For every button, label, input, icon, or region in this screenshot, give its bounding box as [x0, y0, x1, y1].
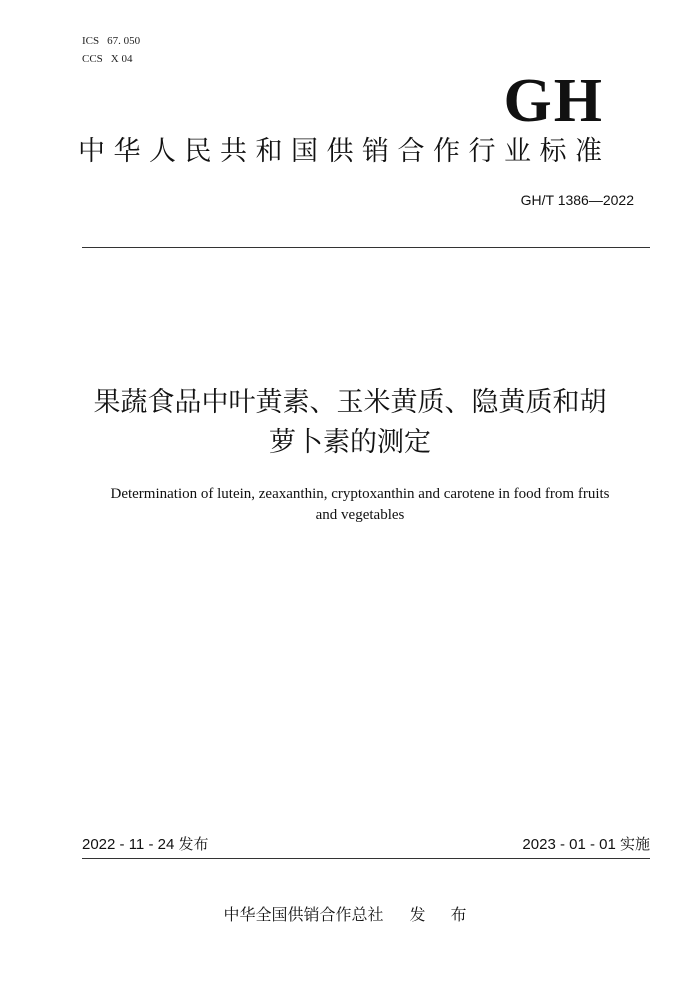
- publisher-name: 中华全国供销合作总社: [223, 905, 384, 924]
- title-en-line-2: and vegetables: [315, 507, 405, 523]
- ccs-label: CCS: [82, 53, 103, 65]
- gh-logo: GH: [503, 67, 604, 135]
- bottom-divider: [82, 858, 650, 859]
- document-title-english: [70, 484, 650, 526]
- publisher-line: [0, 904, 700, 926]
- title-cn-line-2: 萝卜素的测定: [269, 427, 431, 458]
- publisher-action: 发 布: [409, 905, 477, 924]
- classification-codes: [82, 32, 140, 68]
- standard-organization-title: 中华人民共和国供销合作行业标准: [78, 136, 611, 167]
- standard-code: GH/T 1386—2022: [520, 192, 634, 208]
- ics-label: ICS: [82, 35, 100, 47]
- document-title-chinese: [50, 383, 650, 463]
- top-divider: [82, 247, 650, 248]
- implementation-date: 2023 - 01 - 01 实施: [522, 836, 650, 853]
- ics-value: 67. 050: [107, 35, 141, 47]
- title-en-line-1: Determination of lutein, zeaxanthin, cryptoxanthin and carotene in food from fruits: [110, 486, 610, 502]
- ics-code: [82, 32, 140, 50]
- issue-date: 2022 - 11 - 24 发布: [82, 836, 209, 853]
- ccs-code: [82, 50, 140, 68]
- ccs-value: X 04: [110, 53, 133, 65]
- title-cn-line-1: 果蔬食品中叶黄素、玉米黄质、隐黄质和胡: [93, 387, 607, 418]
